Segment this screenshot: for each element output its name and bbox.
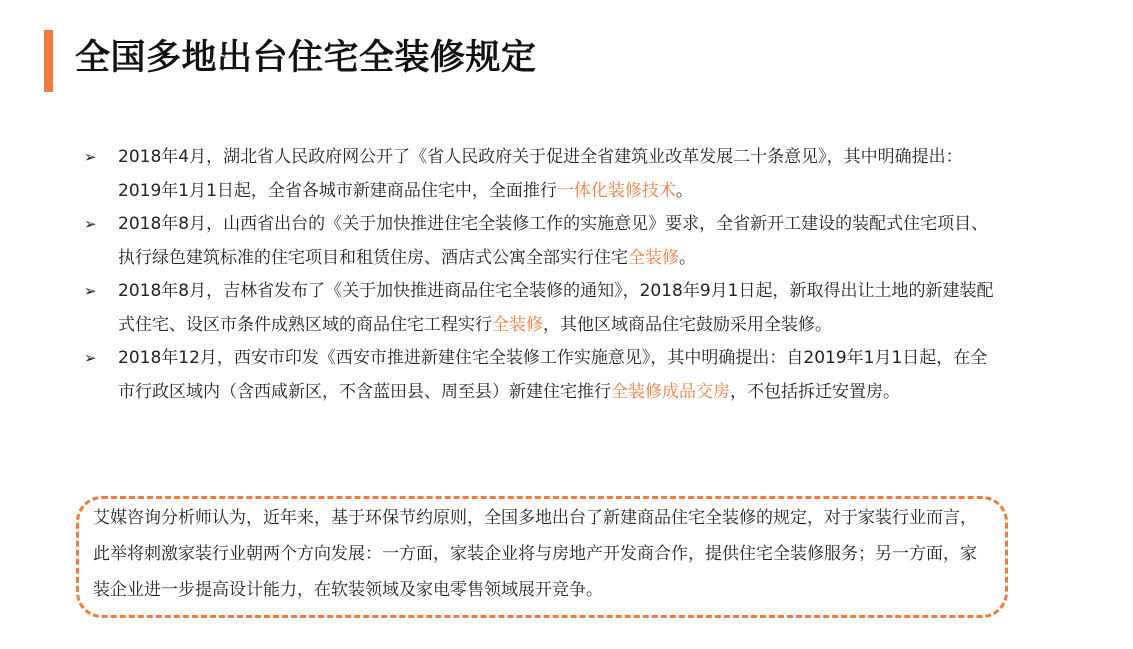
policy-text-end: 。 bbox=[679, 247, 696, 268]
policy-text: 2018年12月，西安市印发《西安市推进新建住宅全装修工作实施意见》，其中明确提出：自2019年1月1日起，在全市行政区域内（含西咸新区，不含蓝田县、周至县）新建住宅推行 bbox=[118, 348, 988, 402]
policy-item-jilin bbox=[82, 275, 1002, 342]
analyst-comment: 艾媒咨询分析师认为，近年来，基于环保节约原则，全国多地出台了新建商品住宅全装修的规定，对于家装行业而言，此举将刺激家装行业朝两个方向发展：一方面，家装企业将与房地产开发商合作，提供住宅全装修服务；另一方面，家装企业进一步提高设计能力，在软装领域及家电零售领域展开竞争。 bbox=[93, 508, 977, 600]
policy-highlight: 全装修成品交房 bbox=[611, 381, 730, 402]
policy-text-end: ，其他区域商品住宅鼓励采用全装修。 bbox=[543, 314, 832, 335]
policy-text: 2018年4月，湖北省人民政府网公开了《省人民政府关于促进全省建筑业改革发展二十条意见》，其中明确提出：2019年1月1日起，全省各城市新建商品住宅中，全面推行 bbox=[118, 147, 963, 201]
policy-text: 2018年8月，吉林省发布了《关于加快推进商品住宅全装修的通知》，2018年9月1日起，新取得出让土地的新建装配式住宅、设区市条件成熟区域的商品住宅工程实行 bbox=[118, 281, 994, 335]
bullet-arrow-icon: ➢ bbox=[84, 349, 97, 367]
analyst-callout-box bbox=[76, 496, 1008, 618]
policy-highlight: 全装修 bbox=[492, 314, 543, 335]
policy-text-end: ，不包括拆迁安置房。 bbox=[730, 381, 900, 402]
policy-item-shanxi bbox=[82, 208, 1002, 275]
policy-text: 2018年8月，山西省出台的《关于加快推进住宅全装修工作的实施意见》要求，全省新开工建设的装配式住宅项目、执行绿色建筑标准的住宅项目和租赁住房、酒店式公寓全部实行住宅 bbox=[118, 214, 989, 268]
bullet-arrow-icon: ➢ bbox=[84, 215, 97, 233]
policy-highlight: 全装修 bbox=[628, 247, 679, 268]
title-accent-bar bbox=[44, 30, 53, 92]
policy-text-end: 。 bbox=[675, 180, 693, 201]
policy-list bbox=[82, 141, 1002, 409]
page-title: 全国多地出台住宅全装修规定 bbox=[75, 38, 537, 78]
bullet-arrow-icon: ➢ bbox=[84, 148, 97, 166]
policy-highlight: 一体化装修技术 bbox=[556, 180, 676, 201]
bullet-arrow-icon: ➢ bbox=[84, 282, 97, 300]
policy-item-hubei bbox=[82, 141, 1002, 208]
policy-item-xian bbox=[82, 342, 1002, 409]
